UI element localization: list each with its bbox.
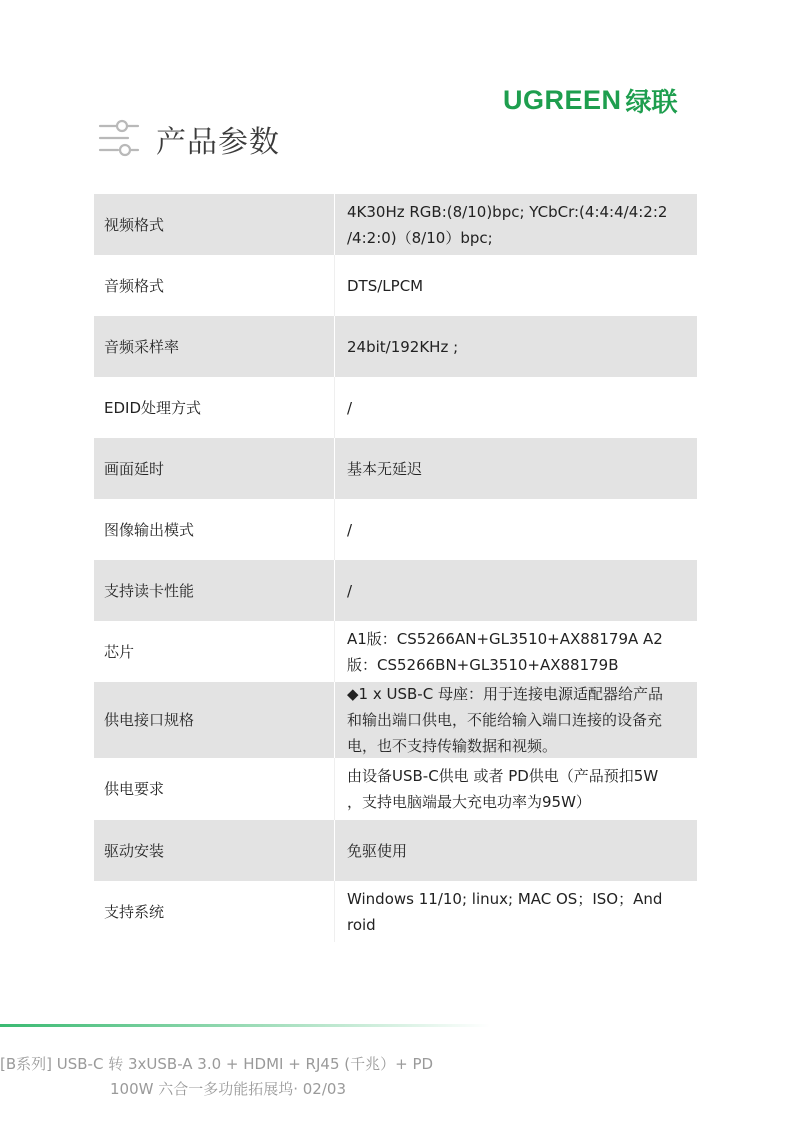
table-row (94, 621, 697, 682)
footer-line-1: [B系列] USB-C 转 3xUSB-A 3.0 + HDMI + RJ45 (千兆）+ PD (0, 1055, 434, 1073)
spec-label: 视频格式 (104, 215, 165, 234)
spec-label: 驱动安装 (104, 841, 165, 860)
section-heading (98, 118, 280, 160)
spec-value: 4K30Hz RGB:(8/10)bpc; YCbCr:(4:4:4/4:2:2 /4:2:0)（8/10）bpc; (334, 194, 697, 255)
spec-value: 24bit/192KHz ; (334, 316, 697, 377)
table-row (94, 438, 697, 499)
spec-label: 供电接口规格 (104, 711, 195, 729)
spec-value: Windows 11/10; linux; MAC OS；ISO；And roid (334, 881, 697, 942)
sliders-icon (98, 118, 142, 160)
footer-caption (0, 1052, 520, 1102)
spec-value: ◆1 x USB-C 母座：用于连接电源适配器给产品 和输出端口供电，不能给输入端口连接的设备充 电，也不支持传输数据和视频。 (334, 682, 697, 758)
spec-value: 基本无延迟 (334, 438, 697, 499)
table-row (94, 194, 697, 255)
spec-value: DTS/LPCM (334, 255, 697, 316)
table-row (94, 820, 697, 881)
table-row (94, 682, 697, 758)
spec-label: 芯片 (104, 642, 135, 661)
table-row (94, 316, 697, 377)
spec-label: 音频格式 (104, 276, 165, 295)
spec-value: 免驱使用 (334, 820, 697, 881)
footer-divider (0, 1024, 490, 1027)
spec-value: / (334, 377, 697, 438)
spec-label: 音频采样率 (104, 337, 180, 356)
spec-label: EDID处理方式 (104, 398, 202, 417)
page-title: 产品参数 (156, 125, 280, 160)
spec-value: 由设备USB-C供电 或者 PD供电（产品预扣5W ，支持电脑端最大充电功率为95W） (334, 758, 697, 820)
brand-logo (503, 84, 678, 116)
table-row (94, 881, 697, 942)
brand-name-en: UGREEN (503, 84, 622, 115)
table-row (94, 758, 697, 820)
table-row (94, 377, 697, 438)
spec-label: 图像输出模式 (104, 520, 195, 539)
spec-label: 支持读卡性能 (104, 581, 195, 600)
footer-line-2: 100W 六合一多功能拓展坞· 02/03 (110, 1080, 346, 1098)
brand-name-cn: 绿联 (625, 86, 678, 117)
spec-value: A1版：CS5266AN+GL3510+AX88179A A2 版：CS5266BN+GL3510+AX88179B (334, 621, 697, 682)
table-row (94, 560, 697, 621)
spec-table (94, 194, 697, 942)
spec-label: 供电要求 (104, 780, 165, 798)
table-row (94, 255, 697, 316)
spec-value: / (334, 560, 697, 621)
spec-value: / (334, 499, 697, 560)
spec-label: 支持系统 (104, 902, 165, 921)
table-row (94, 499, 697, 560)
spec-label: 画面延时 (104, 459, 165, 478)
